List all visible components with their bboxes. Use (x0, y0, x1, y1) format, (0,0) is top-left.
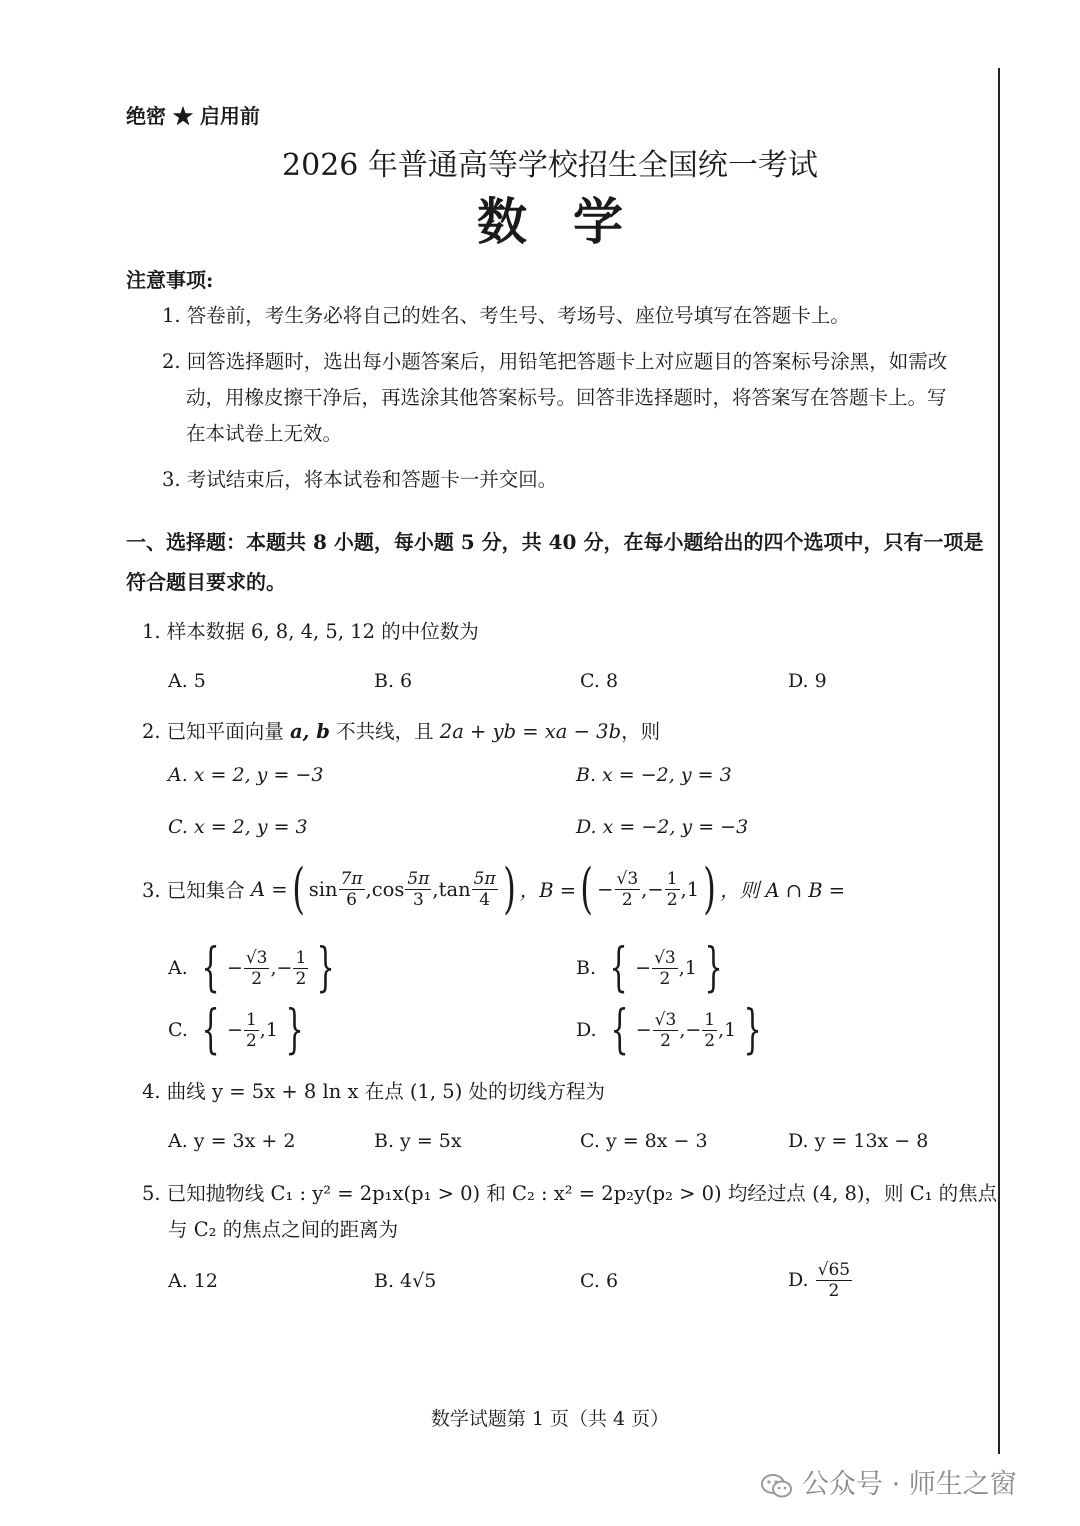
q2-tail: ，则 (621, 720, 661, 743)
q2-option-c: C. x = 2, y = 3 (168, 816, 308, 838)
right-paren-icon: ) (502, 857, 516, 920)
left-brace-icon: { (609, 938, 628, 998)
frac-den: 2 (621, 889, 633, 910)
q2-equation: 2a + yb = xa − 3b (439, 720, 622, 743)
q2-option-b: B. x = −2, y = 3 (576, 764, 732, 786)
frac (652, 948, 678, 989)
option-label: B. (576, 957, 597, 979)
frac-num: 1 (666, 868, 678, 889)
option-label: A. (168, 957, 188, 979)
frac (702, 1010, 717, 1051)
q3-sin: sin (308, 877, 338, 901)
q2-option-d: D. x = −2, y = −3 (576, 816, 749, 838)
frac (293, 948, 308, 989)
q3-one: 1 (686, 877, 700, 901)
notice-item-2-cont: 动，用橡皮擦干净后，再选涂其他答案标号。回答非选择题时，将答案写在答题卡上。写 (186, 386, 947, 409)
q4-option-b: B. y = 5x (374, 1130, 462, 1152)
q2-option-a: A. x = 2, y = −3 (168, 764, 324, 786)
question-5: 5. 已知抛物线 C₁ : y² = 2p₁x(p₁ > 0) 和 C₂ : x² = 2p₂y(p₂ > 0) 均经过点 (4, 8)，则 C₁ 的焦点 (142, 1182, 998, 1205)
q3-set-b-label: ，B = (519, 879, 577, 902)
section-heading: 一、选择题：本题共 8 小题，每小题 5 分，共 40 分，在每小题给出的四个选项中，只有一项是符合题目要求的。 (126, 530, 984, 594)
right-brace-icon: } (704, 938, 723, 998)
right-brace-icon: } (743, 1000, 762, 1060)
one: 1 (684, 957, 697, 979)
option-label: D. (576, 1019, 597, 1041)
right-brace-icon: } (285, 1000, 304, 1060)
frac-den: 2 (659, 968, 671, 989)
q5-option-b: B. 4√5 (374, 1270, 437, 1292)
notice-item-2-cont2: 在本试卷上无效。 (186, 422, 343, 445)
question-4: 4. 曲线 y = 5x + 8 ln x 在点 (1, 5) 处的切线方程为 (142, 1080, 606, 1103)
option-label: C. (168, 1019, 188, 1041)
frac-den: 4 (479, 889, 491, 910)
frac-num: √3 (654, 947, 676, 968)
q3-tail: ，则 A ∩ B = (720, 879, 846, 902)
frac-den: 2 (704, 1030, 716, 1051)
notice-heading: 注意事项: (126, 268, 214, 292)
margin-rule (998, 68, 1000, 1454)
left-paren-icon: ( (291, 857, 305, 920)
q3-set-a-label: A = (251, 877, 288, 901)
frac-den: 2 (828, 1280, 840, 1301)
left-brace-icon: { (201, 1000, 220, 1060)
question-3: 3. 已知集合 A = ( sin $\frac{7\pi}{6}$ , cos $\frac{5\pi}{3}$ , tan $\frac{5\pi}{4}$ ) ，B = ( − $\frac{√3}{2}$ , − $\frac{1}{2}$ , 1 ) ，则 A ∩ B = (142, 857, 846, 920)
frac-num: 7π (340, 868, 363, 889)
q3-frac-sqrt3 (615, 869, 641, 910)
frac-num: √3 (245, 947, 268, 968)
q2-vectors: a, b (290, 720, 330, 743)
q1-option-c: C. 8 (580, 670, 619, 692)
notice-item-3: 3. 考试结束后，将本试卷和答题卡一并交回。 (162, 468, 558, 491)
frac-den: 2 (660, 1030, 671, 1051)
left-brace-icon: { (201, 938, 220, 998)
q3-num: 3. 已知集合 (142, 879, 245, 902)
subject-title: 数学 (477, 192, 669, 251)
q3-frac-7pi6 (339, 869, 365, 910)
option-label: D. (788, 1269, 809, 1291)
notice-item-1: 1. 答卷前，考生务必将自己的姓名、考生号、考场号、座位号填写在答题卡上。 (162, 304, 850, 327)
q3-option-c: C. { − $\frac{1}{2}$ , 1 } (168, 1000, 304, 1060)
q1-option-b: B. 6 (374, 670, 413, 692)
frac (653, 1010, 679, 1051)
q4-option-d: D. y = 13x − 8 (788, 1130, 929, 1152)
frac-den: 2 (666, 889, 678, 910)
frac-num: 1 (704, 1009, 716, 1030)
one: 1 (265, 1019, 278, 1041)
right-brace-icon: } (316, 938, 335, 998)
q3-option-b: B. { − $\frac{√3}{2}$ , 1 } (576, 938, 723, 998)
frac-den: 6 (346, 889, 357, 910)
frac (244, 948, 270, 989)
q2-num: 2. 已知平面向量 (142, 720, 284, 743)
frac-den: 2 (251, 968, 263, 989)
watermark-text: 公众号 · 师生之窗 (802, 1469, 1017, 1500)
frac-num: √3 (654, 1009, 677, 1030)
q1-option-d: D. 9 (788, 670, 827, 692)
q3-cos: cos (371, 877, 405, 901)
q3-tan: tan (438, 877, 471, 901)
q5-option-a: A. 12 (168, 1270, 218, 1292)
frac-num: 5π (407, 868, 430, 889)
frac-den: 2 (245, 1030, 257, 1051)
notice-item-2: 2. 回答选择题时，选出每小题答案后，用铅笔把答题卡上对应题目的答案标号涂黑，如需改 (162, 350, 948, 373)
q4-option-a: A. y = 3x + 2 (168, 1130, 296, 1152)
left-brace-icon: { (610, 1000, 629, 1060)
right-paren-icon: ) (703, 857, 717, 920)
frac-num: 1 (245, 1009, 257, 1030)
wechat-icon (760, 1473, 794, 1499)
q3-frac-5pi3 (405, 869, 431, 910)
frac-den: 3 (412, 889, 424, 910)
frac-num: 5π (473, 868, 496, 889)
frac (244, 1010, 259, 1051)
q1-option-a: A. 5 (168, 670, 206, 692)
exam-title: 2026 年普通高等学校招生全国统一考试 (282, 148, 818, 183)
frac (816, 1260, 852, 1301)
watermark (760, 1462, 1017, 1501)
q5-option-c: C. 6 (580, 1270, 619, 1292)
q3-option-a: A. { − $\frac{√3}{2}$ , − $\frac{1}{2}$ } (168, 938, 335, 998)
frac-den: 2 (295, 968, 307, 989)
frac-num: 1 (295, 947, 307, 968)
question-5-cont: 与 C₂ 的焦点之间的距离为 (168, 1218, 399, 1241)
question-1: 1. 样本数据 6, 8, 4, 5, 12 的中位数为 (142, 620, 479, 643)
frac-num: √65 (817, 1259, 851, 1280)
one: 1 (724, 1019, 737, 1041)
left-paren-icon: ( (580, 857, 593, 920)
frac-num: √3 (616, 868, 639, 889)
q3-option-d: D. { − $\frac{√3}{2}$ , − $\frac{1}{2}$ , 1 } (576, 1000, 762, 1060)
page-footer: 数学试题第 1 页（共 4 页） (430, 1408, 670, 1430)
q4-option-c: C. y = 8x − 3 (580, 1130, 708, 1152)
confidential-label: 绝密 ★ 启用前 (126, 104, 260, 128)
q3-frac-5pi4 (472, 869, 498, 910)
q5-option-d (788, 1254, 853, 1306)
q3-frac-half (665, 869, 680, 910)
q2-mid: 不共线，且 (336, 720, 434, 743)
question-2 (142, 716, 660, 744)
